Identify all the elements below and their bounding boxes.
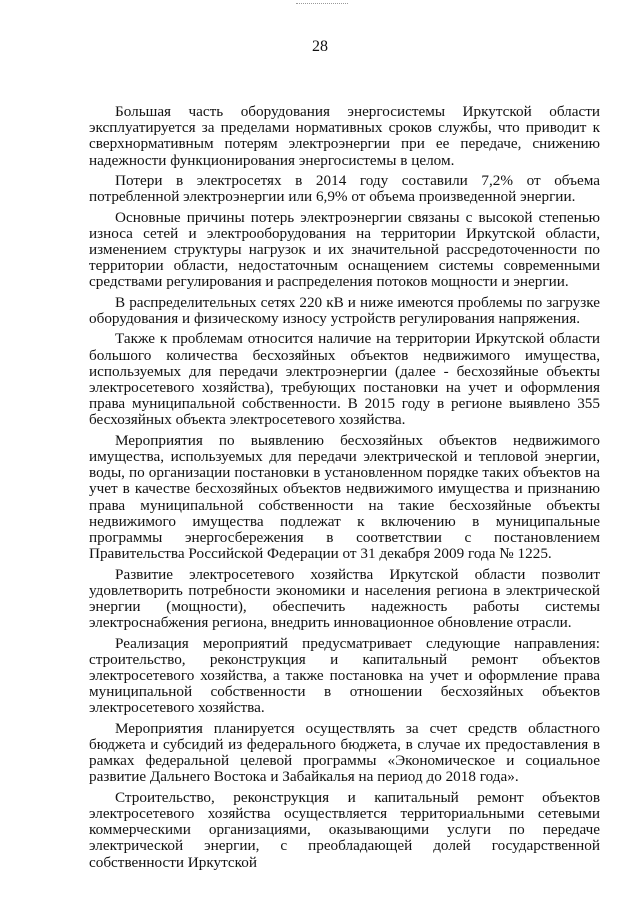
paragraph-7: Развитие электросетевого хозяйства Иркутской области позволит удовлетворить потребности экономики и населения региона в электрической энергии (мощности), обеспечить надежность работы системы электроснабжения региона, внедрить инновационное обновление отрасли.: [89, 565, 600, 632]
paragraph-1: Большая часть оборудования энергосистемы Иркутской области эксплуатируется за пределами нормативных сроков службы, что приводит к сверхнормативным потерям электроэнергии при ее передаче, снижению надежности функционирования энергосистемы в целом.: [89, 103, 600, 169]
paragraph-2: Потери в электросетях в 2014 году составили 7,2% от объема потребленной электроэнергии или 6,9% от объема произведенной энергии.: [89, 172, 600, 206]
paragraph-4: В распределительных сетях 220 кВ и ниже имеются проблемы по загрузке оборудования и физическому износу устройств регулирования напряжения.: [89, 293, 600, 327]
paragraph-5: Также к проблемам относится наличие на территории Иркутской области большого количества бесхозяйных объектов недвижимого имущества, используемых для передачи электроэнергии (далее - бесхозяйные объекты электросетевого хозяйства), требующих постановки на учет и оформления права муниципальной собственности. В 2015 году в регионе выявлено 355 бесхозяйных объекта электросетевого хозяйства.: [89, 330, 600, 429]
header-mark: [296, 0, 348, 4]
paragraph-6: Мероприятия по выявлению бесхозяйных объектов недвижимого имущества, используемых для передачи электрической и тепловой энергии, воды, по организации постановки в установленном порядке таких объектов на учет в качестве бесхозяйных объектов недвижимого имущества и признанию права муниципальной собственности на такие бесхозяйные объекты недвижимого имущества подлежат к включению в муниципальные программы энергосбережения в соответствии с постановлением Правительства Российской Федерации от 31 декабря 2009 года № 1225.: [89, 431, 600, 563]
paragraph-3: Основные причины потерь электроэнергии связаны с высокой степенью износа сетей и электрооборудования на территории Иркутской области, изменением структуры нагрузок и их значительной рассредоточенности по территории области, недостаточным оснащением системы современными средствами регулирования и распределения потоков мощности и энергии.: [89, 208, 600, 291]
paragraph-10: Строительство, реконструкция и капитальный ремонт объектов электросетевого хозяйства осуществляется территориальными сетевыми коммерческими организациями, оказывающими услуги по передаче электрической энергии, с преобладающей долей государственной собственности Иркутской: [89, 788, 600, 871]
document-body: [89, 104, 600, 875]
page-number: 28: [312, 38, 328, 55]
paragraph-9: Мероприятия планируется осуществлять за счет средств областного бюджета и субсидий из федерального бюджета, в случае их предоставления в рамках федеральной целевой программы «Экономическое и социальное развитие Дальнего Востока и Забайкалья на период до 2018 года».: [89, 719, 600, 786]
paragraph-8: Реализация мероприятий предусматривает следующие направления: строительство, реконструкция и капитальный ремонт объектов электросетевого хозяйства, а также постановка на учет и оформление права муниципальной собственности в отношении бесхозяйных объектов электросетевого хозяйства.: [89, 634, 600, 717]
